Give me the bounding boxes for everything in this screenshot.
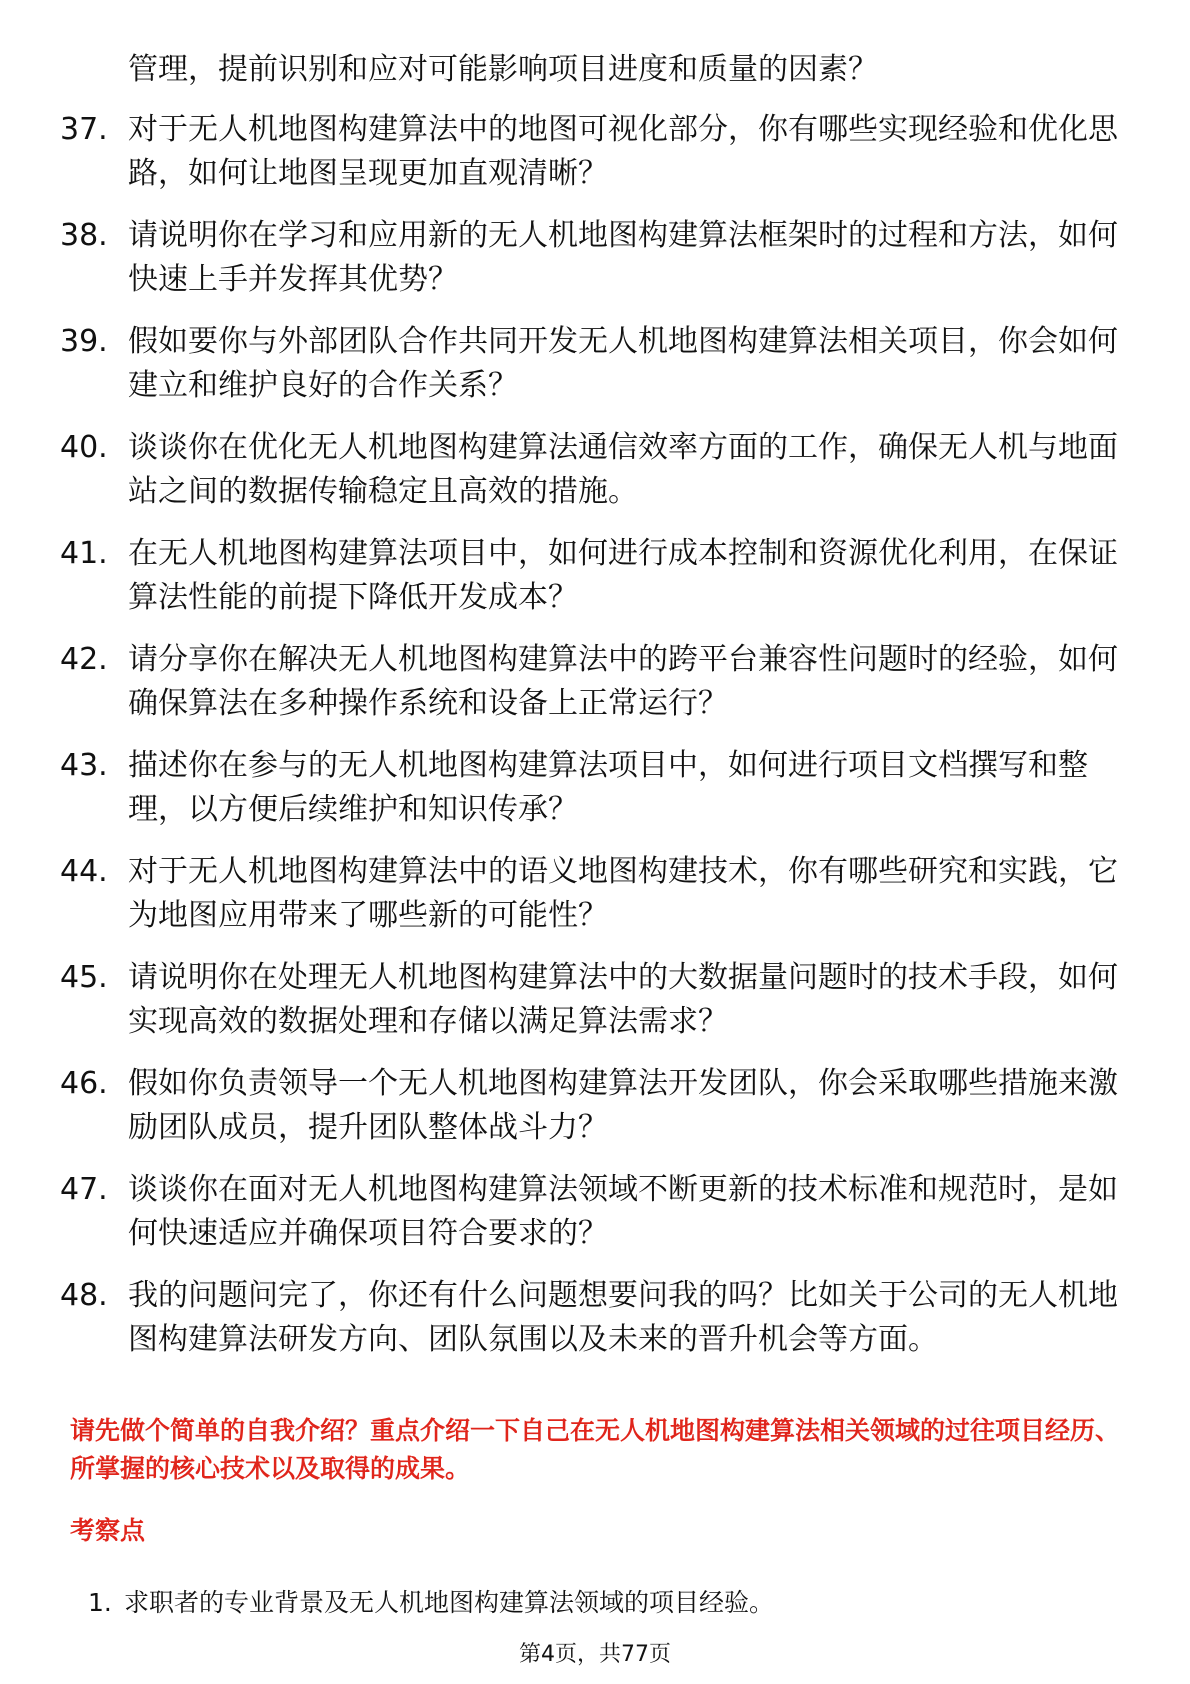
- question-number: 44.: [60, 854, 108, 889]
- continuation-text: 管理，提前识别和应对可能影响项目进度和质量的因素？: [128, 52, 878, 87]
- question-text: 我的问题问完了，你还有什么问题想要问我的吗？比如关于公司的无人机地图构建算法研发方向、团队氛围以及未来的晋升机会等方面。: [128, 1278, 1118, 1357]
- list-item: [0, 532, 1190, 620]
- question-number: 43.: [60, 748, 108, 783]
- list-item: [0, 1585, 1190, 1621]
- list-item: [0, 744, 1190, 832]
- points-list: [0, 1585, 1190, 1621]
- page-footer: 第4页，共77页: [519, 1642, 671, 1667]
- question-text: 在无人机地图构建算法项目中，如何进行成本控制和资源优化利用，在保证算法性能的前提下降低开发成本？: [128, 536, 1118, 615]
- list-item: [0, 214, 1190, 302]
- list-item: [0, 1062, 1190, 1150]
- list-item: [0, 850, 1190, 938]
- list-item: [0, 638, 1190, 726]
- question-number: 47.: [60, 1172, 108, 1207]
- question-list: [0, 108, 1190, 1380]
- question-text: 假如要你与外部团队合作共同开发无人机地图构建算法相关项目，你会如何建立和维护良好的合作关系？: [128, 324, 1118, 403]
- question-number: 39.: [60, 324, 108, 359]
- point-text: 求职者的专业背景及无人机地图构建算法领域的项目经验。: [124, 1588, 775, 1617]
- question-number: 38.: [60, 218, 108, 253]
- list-item: [0, 1168, 1190, 1256]
- question-number: 40.: [60, 430, 108, 465]
- question-text: 请说明你在学习和应用新的无人机地图构建算法框架时的过程和方法，如何快速上手并发挥其优势？: [128, 218, 1118, 297]
- question-text: 请说明你在处理无人机地图构建算法中的大数据量问题时的技术手段，如何实现高效的数据处理和存储以满足算法需求？: [128, 960, 1118, 1039]
- list-item: [0, 1274, 1190, 1362]
- list-item: [0, 426, 1190, 514]
- question-text: 对于无人机地图构建算法中的语义地图构建技术，你有哪些研究和实践，它为地图应用带来了哪些新的可能性？: [128, 854, 1118, 933]
- question-number: 48.: [60, 1278, 108, 1313]
- list-item: [0, 320, 1190, 408]
- question-text: 请分享你在解决无人机地图构建算法中的跨平台兼容性问题时的经验，如何确保算法在多种操作系统和设备上正常运行？: [128, 642, 1118, 721]
- question-text: 假如你负责领导一个无人机地图构建算法开发团队，你会采取哪些措施来激励团队成员，提升团队整体战斗力？: [128, 1066, 1118, 1145]
- point-number: 1.: [88, 1588, 112, 1617]
- list-item: [0, 956, 1190, 1044]
- section-heading: 考察点: [70, 1516, 146, 1545]
- question-number: 46.: [60, 1066, 108, 1101]
- highlight-question: 请先做个简单的自我介绍？重点介绍一下自己在无人机地图构建算法相关领域的过往项目经历、所掌握的核心技术以及取得的成果。: [70, 1416, 1121, 1483]
- question-text: 对于无人机地图构建算法中的地图可视化部分，你有哪些实现经验和优化思路，如何让地图呈现更加直观清晰？: [128, 112, 1118, 191]
- question-number: 37.: [60, 112, 108, 147]
- question-number: 41.: [60, 536, 108, 571]
- question-number: 42.: [60, 642, 108, 677]
- question-number: 45.: [60, 960, 108, 995]
- question-text: 谈谈你在面对无人机地图构建算法领域不断更新的技术标准和规范时，是如何快速适应并确保项目符合要求的？: [128, 1172, 1118, 1251]
- question-text: 描述你在参与的无人机地图构建算法项目中，如何进行项目文档撰写和整理，以方便后续维护和知识传承？: [128, 748, 1088, 827]
- question-text: 谈谈你在优化无人机地图构建算法通信效率方面的工作，确保无人机与地面站之间的数据传输稳定且高效的措施。: [128, 430, 1118, 509]
- list-item: [0, 108, 1190, 196]
